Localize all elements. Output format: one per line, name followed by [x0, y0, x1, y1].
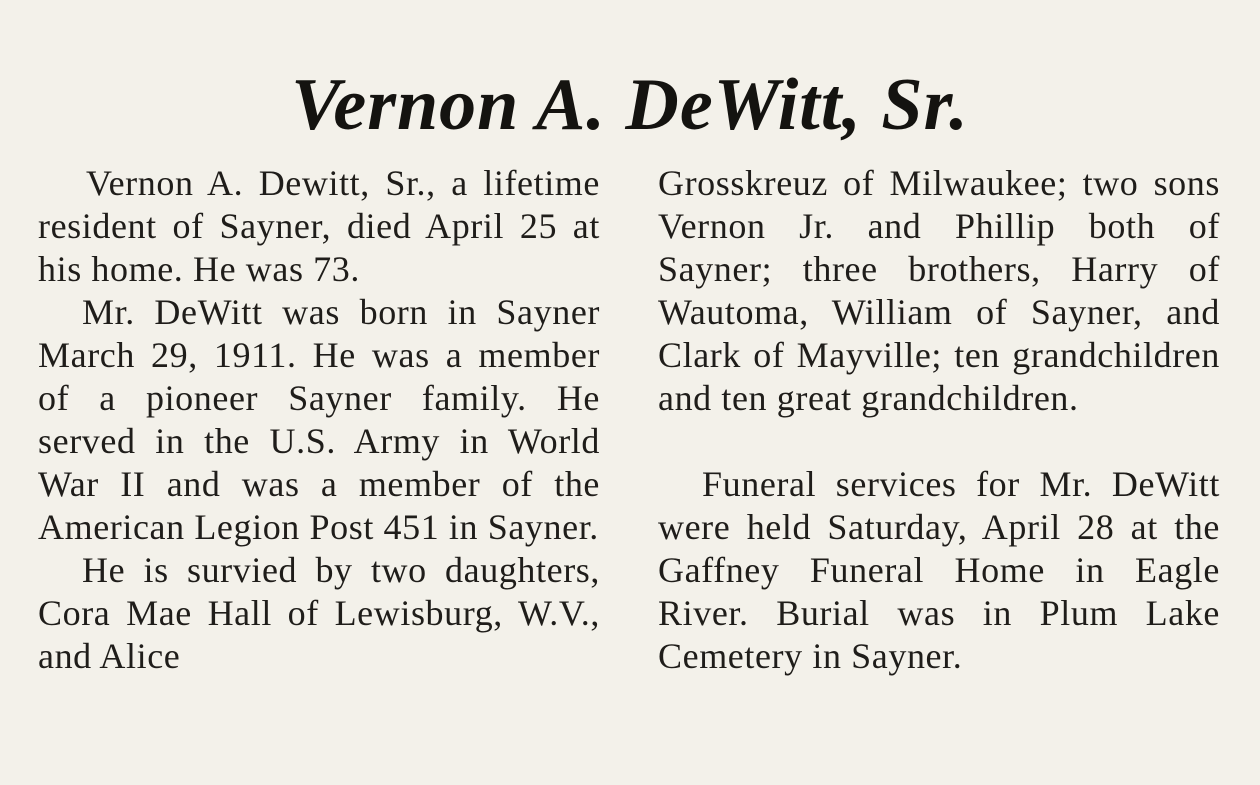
paragraph-survivors-continued: Grosskreuz of Milwaukee; two sons Vernon Jr. and Phillip both of Sayner; three brothers, Harry of Wautoma, William of Sayner, and Clark of Mayville; ten grandchildren and ten great grandchildren.	[658, 163, 1220, 418]
paragraph-survivors: He is survied by two daughters, Cora Mae Hall of Lewisburg, W.V., and Alice	[38, 550, 600, 676]
paragraph-death-notice: Vernon A. Dewitt, Sr., a lifetime resident of Sayner, died April 25 at his home. He was 73.	[38, 163, 600, 289]
paragraph-biography: Mr. DeWitt was born in Sayner March 29, 1911. He was a member of a pioneer Sayner family. He served in the U.S. Army in World War II and was a member of the American Legion Post 451 in Sayner.	[38, 292, 600, 547]
obituary-headline: Vernon A. DeWitt, Sr.	[291, 64, 969, 146]
paragraph-funeral-services: Funeral services for Mr. DeWitt were held Saturday, April 28 at the Gaffney Funeral Home in Eagle River. Burial was in Plum Lake Cemetery in Sayner.	[658, 464, 1220, 676]
paragraph-spacer	[658, 420, 1220, 463]
right-column	[658, 162, 1220, 678]
left-column	[38, 162, 600, 678]
